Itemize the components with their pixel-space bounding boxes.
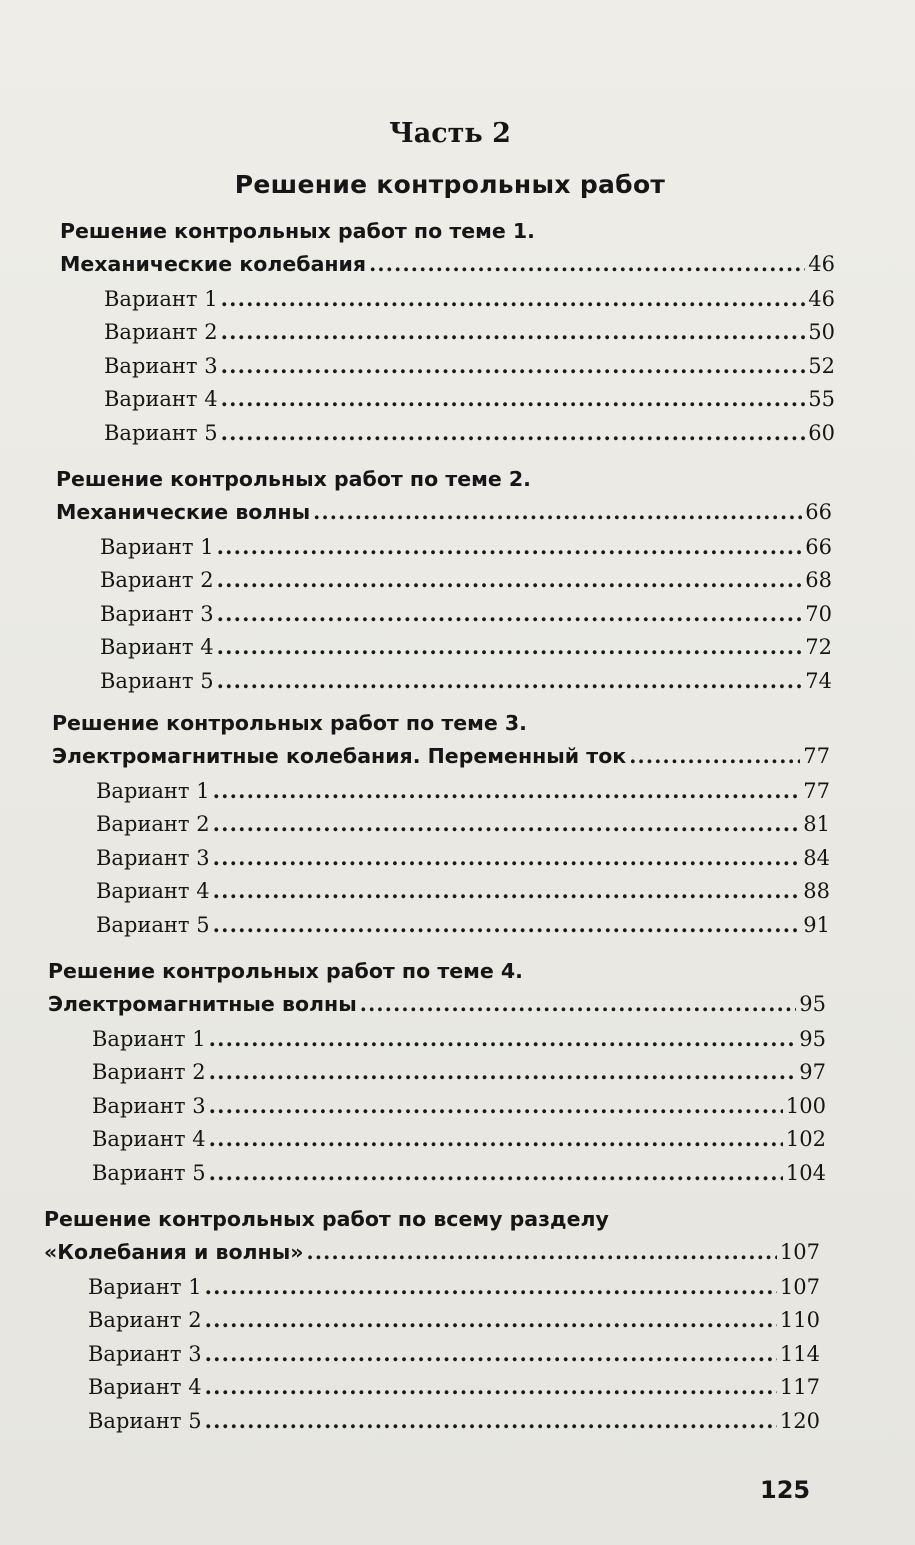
dot-leader — [307, 1236, 777, 1270]
variant-label: Вариант 1 — [92, 1026, 206, 1051]
variant-label: Вариант 4 — [104, 387, 218, 412]
dot-leader — [213, 908, 801, 942]
toc-entry-topic[interactable] — [44, 1236, 820, 1270]
variant-label: Вариант 4 — [96, 879, 210, 904]
toc-page-number: 110 — [779, 1308, 820, 1333]
dot-leader — [221, 416, 806, 450]
dot-leader — [217, 597, 803, 631]
dot-leader — [205, 1303, 777, 1337]
toc-entry-topic[interactable] — [48, 988, 826, 1022]
variant-label: Вариант 2 — [100, 568, 214, 593]
toc-entry-topic[interactable] — [56, 496, 832, 530]
dot-leader — [221, 315, 806, 349]
toc-entry-variant[interactable] — [44, 1370, 820, 1404]
toc-entry-topic[interactable] — [52, 740, 830, 774]
toc-page-number: 50 — [808, 320, 835, 345]
variant-label: Вариант 3 — [104, 353, 218, 378]
toc-page-number: 88 — [803, 879, 830, 904]
toc-page-number: 100 — [785, 1093, 826, 1118]
toc-entry-variant[interactable] — [48, 1022, 826, 1056]
page-number: 125 — [760, 1476, 811, 1504]
toc-entry-variant[interactable] — [52, 908, 830, 942]
toc-entry-variant[interactable] — [48, 1089, 826, 1123]
toc-entry-variant[interactable] — [52, 807, 830, 841]
toc-page-number: 66 — [805, 500, 832, 524]
toc-entry-topic[interactable] — [60, 248, 835, 282]
toc-page-number: 66 — [805, 534, 832, 559]
toc-entry-variant[interactable] — [56, 664, 832, 698]
toc-entry-variant[interactable] — [56, 563, 832, 597]
variant-label: Вариант 2 — [104, 320, 218, 345]
toc-group-heading: Решение контрольных работ по теме 4. — [48, 959, 523, 983]
dot-leader — [369, 248, 805, 282]
dot-leader — [205, 1370, 777, 1404]
toc-group-heading: Решение контрольных работ по теме 1. — [60, 219, 535, 243]
variant-label: Вариант 5 — [104, 420, 218, 445]
variant-label: Вариант 4 — [100, 635, 214, 660]
toc-page-number: 102 — [785, 1127, 826, 1152]
dot-leader — [213, 841, 801, 875]
variant-label: Вариант 5 — [96, 912, 210, 937]
toc-entry-title: Электромагнитные волны — [48, 992, 357, 1016]
toc-group-heading: Решение контрольных работ по теме 2. — [56, 467, 531, 491]
toc-entry-variant[interactable] — [56, 597, 832, 631]
toc-entry-variant[interactable] — [48, 1156, 826, 1190]
dot-leader — [217, 664, 803, 698]
variant-label: Вариант 1 — [104, 286, 218, 311]
dot-leader — [217, 530, 803, 564]
toc-entry-variant[interactable] — [60, 416, 835, 450]
toc-page-number: 46 — [808, 286, 835, 311]
dot-leader — [209, 1122, 783, 1156]
dot-leader — [313, 496, 802, 530]
dot-leader — [205, 1337, 777, 1371]
toc-entry-title: «Колебания и волны» — [44, 1240, 304, 1264]
toc-group-topic-2 — [56, 462, 832, 698]
toc-page-number: 120 — [779, 1408, 820, 1433]
toc-entry-variant[interactable] — [60, 315, 835, 349]
toc-entry-variant[interactable] — [52, 874, 830, 908]
toc-page-number: 117 — [779, 1375, 820, 1400]
variant-label: Вариант 2 — [92, 1060, 206, 1085]
dot-leader — [209, 1089, 783, 1123]
toc-page-number: 95 — [799, 1026, 826, 1051]
toc-page-number: 68 — [805, 568, 832, 593]
toc-page-number: 60 — [808, 420, 835, 445]
toc-group-topic-1 — [60, 214, 835, 450]
variant-label: Вариант 2 — [88, 1308, 202, 1333]
dot-leader — [360, 988, 797, 1022]
toc-page-number: 77 — [803, 778, 830, 803]
toc-page-number: 55 — [808, 387, 835, 412]
dot-leader — [209, 1055, 797, 1089]
variant-label: Вариант 5 — [88, 1408, 202, 1433]
dot-leader — [221, 382, 806, 416]
toc-page-number: 72 — [805, 635, 832, 660]
variant-label: Вариант 3 — [88, 1341, 202, 1366]
toc-page-number: 74 — [805, 668, 832, 693]
variant-label: Вариант 5 — [92, 1160, 206, 1185]
variant-label: Вариант 1 — [88, 1274, 202, 1299]
variant-label: Вариант 2 — [96, 812, 210, 837]
toc-page-number: 95 — [799, 992, 826, 1016]
toc-page-number: 114 — [779, 1341, 820, 1366]
dot-leader — [629, 740, 800, 774]
toc-group-heading: Решение контрольных работ по всему разделу — [44, 1207, 609, 1231]
toc-page-number: 107 — [779, 1274, 820, 1299]
toc-entry-variant[interactable] — [44, 1270, 820, 1304]
variant-label: Вариант 4 — [88, 1375, 202, 1400]
dot-leader — [221, 282, 806, 316]
toc-page-number: 77 — [803, 744, 830, 768]
dot-leader — [221, 349, 806, 383]
toc-page-number: 46 — [808, 252, 835, 276]
dot-leader — [205, 1270, 777, 1304]
toc-page-number: 84 — [803, 845, 830, 870]
dot-leader — [205, 1404, 777, 1438]
variant-label: Вариант 1 — [96, 778, 210, 803]
dot-leader — [209, 1156, 783, 1190]
toc-page-number: 91 — [803, 912, 830, 937]
dot-leader — [213, 874, 801, 908]
variant-label: Вариант 3 — [92, 1093, 206, 1118]
toc-entry-variant[interactable] — [44, 1404, 820, 1438]
toc-group-topic-3 — [52, 706, 830, 942]
toc-page-number: 107 — [779, 1240, 820, 1264]
variant-label: Вариант 4 — [92, 1127, 206, 1152]
dot-leader — [209, 1022, 797, 1056]
section-title: Решение контрольных работ — [234, 170, 666, 199]
variant-label: Вариант 1 — [100, 534, 214, 559]
part-title: Часть 2 — [389, 118, 511, 149]
toc-group-heading: Решение контрольных работ по теме 3. — [52, 711, 527, 735]
toc-entry-title: Механические волны — [56, 500, 311, 524]
toc-entry-variant[interactable] — [44, 1303, 820, 1337]
toc-entry-variant[interactable] — [60, 382, 835, 416]
toc-entry-variant[interactable] — [48, 1122, 826, 1156]
toc-page-number: 104 — [785, 1160, 826, 1185]
toc-page-number: 97 — [799, 1060, 826, 1085]
dot-leader — [213, 807, 801, 841]
toc-entry-title: Механические колебания — [60, 252, 367, 276]
toc-group-topic-4 — [48, 954, 826, 1190]
dot-leader — [217, 630, 803, 664]
toc-entry-variant[interactable] — [60, 349, 835, 383]
toc-page-number: 81 — [803, 812, 830, 837]
toc-entry-variant[interactable] — [56, 630, 832, 664]
dot-leader — [217, 563, 803, 597]
variant-label: Вариант 5 — [100, 668, 214, 693]
toc-group-whole-section — [44, 1202, 820, 1438]
toc-entry-title: Электромагнитные колебания. Переменный ток — [52, 744, 627, 768]
toc-entry-variant[interactable] — [56, 530, 832, 564]
toc-entry-variant[interactable] — [52, 774, 830, 808]
dot-leader — [213, 774, 801, 808]
toc-page-number: 70 — [805, 601, 832, 626]
toc-entry-variant[interactable] — [48, 1055, 826, 1089]
toc-entry-variant[interactable] — [44, 1337, 820, 1371]
variant-label: Вариант 3 — [96, 845, 210, 870]
toc-entry-variant[interactable] — [52, 841, 830, 875]
variant-label: Вариант 3 — [100, 601, 214, 626]
toc-page-number: 52 — [808, 353, 835, 378]
toc-entry-variant[interactable] — [60, 282, 835, 316]
